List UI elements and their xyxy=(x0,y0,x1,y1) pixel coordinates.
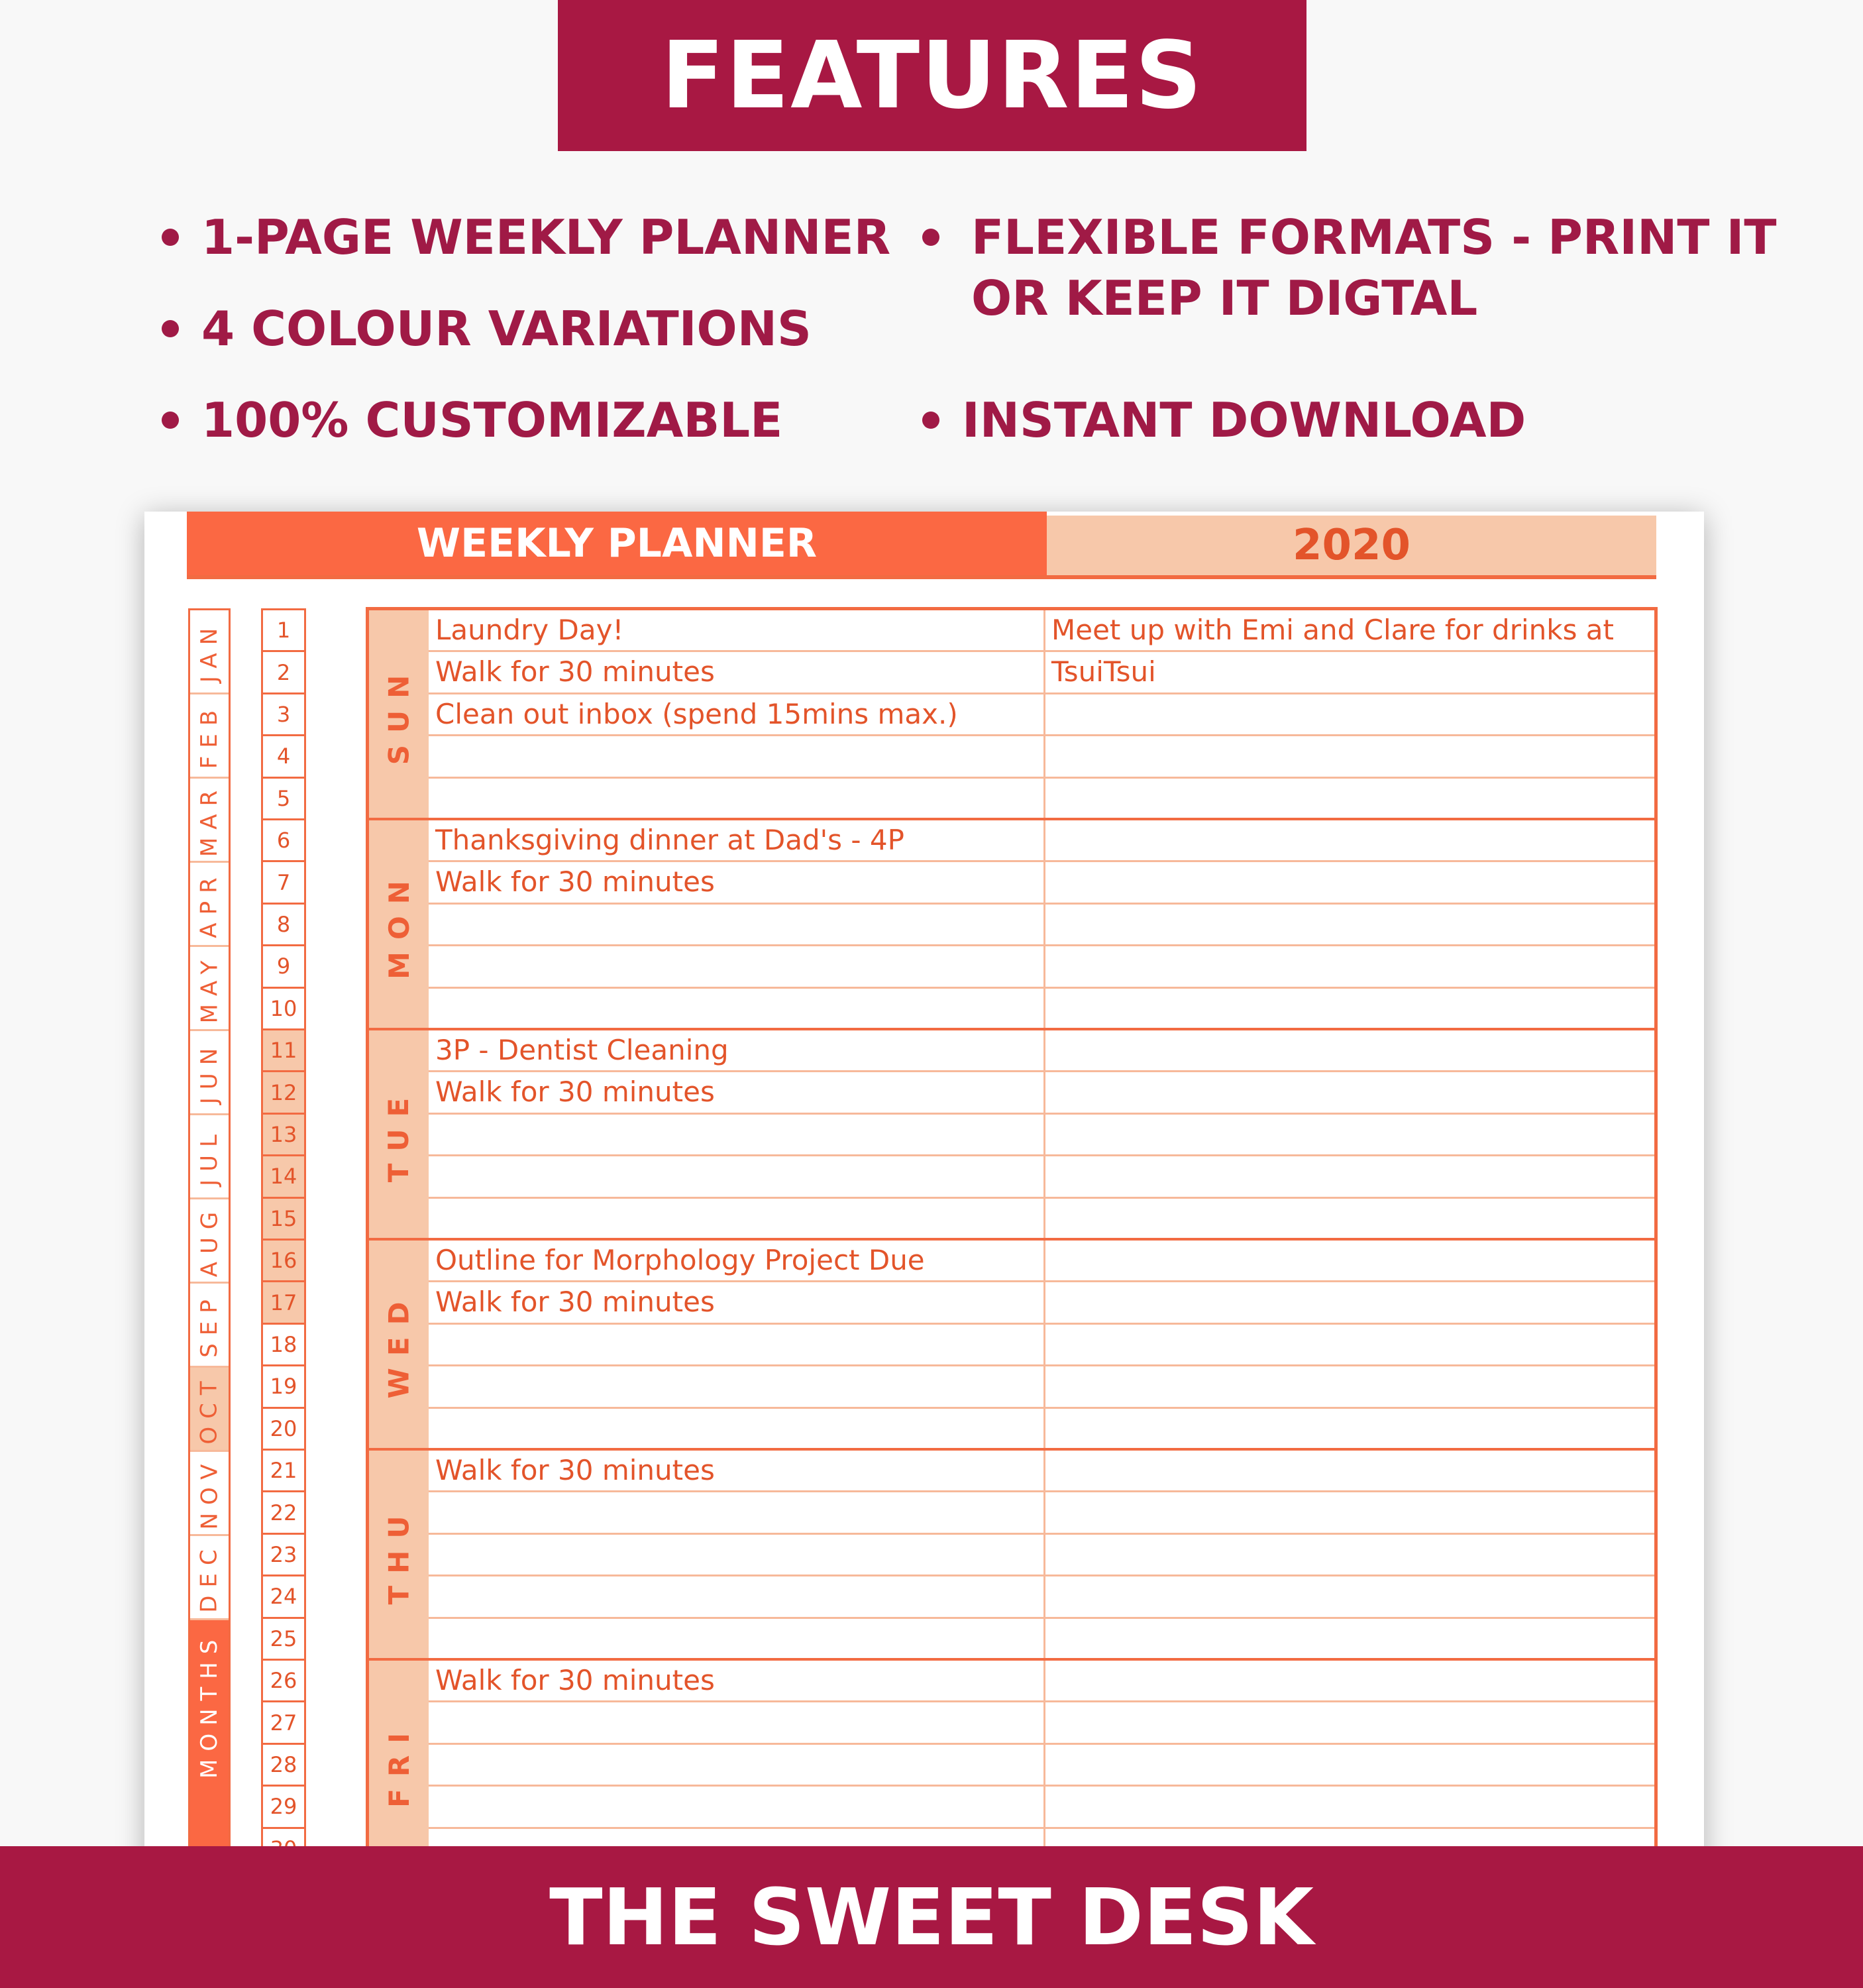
month-sep[interactable] xyxy=(190,1284,229,1368)
note-line[interactable] xyxy=(429,989,1654,1030)
month-label: NOV xyxy=(196,1456,223,1530)
months-footer-label: MONTHS xyxy=(196,1631,223,1779)
month-label: JUL xyxy=(196,1127,223,1186)
brand-banner xyxy=(0,1846,1863,1988)
date-cell[interactable]: 2 xyxy=(263,652,304,694)
day-block-tue xyxy=(369,1030,1654,1241)
date-cell[interactable]: 18 xyxy=(263,1325,304,1366)
date-cell[interactable]: 8 xyxy=(263,905,304,946)
date-cell[interactable]: 24 xyxy=(263,1576,304,1618)
feature-weekly-planner: 1-PAGE WEEKLY PLANNER xyxy=(201,209,891,265)
note-line[interactable] xyxy=(429,1325,1654,1366)
note-text[interactable]: TsuiTsui xyxy=(1051,655,1156,689)
date-cell[interactable]: 21 xyxy=(263,1451,304,1492)
date-cell[interactable]: 6 xyxy=(263,820,304,862)
month-oct[interactable] xyxy=(190,1368,229,1452)
month-dec[interactable] xyxy=(190,1536,229,1620)
date-cell[interactable]: 3 xyxy=(263,694,304,736)
month-label: JAN xyxy=(196,620,223,683)
planner-preview xyxy=(144,512,1704,1988)
note-text[interactable]: Meet up with Emi and Clare for drinks at xyxy=(1051,614,1615,646)
note-text[interactable]: Walk for 30 minutes xyxy=(435,865,715,899)
note-line[interactable] xyxy=(429,946,1654,988)
bullet-icon xyxy=(162,320,179,337)
day-label-text: SUN xyxy=(382,663,415,765)
column-divider xyxy=(1043,820,1045,1028)
month-nov[interactable] xyxy=(190,1452,229,1536)
month-label: APR xyxy=(196,869,223,938)
column-divider xyxy=(1043,1030,1045,1238)
note-line[interactable] xyxy=(429,1787,1654,1828)
brand-name: THE SWEET DESK xyxy=(549,1871,1314,1963)
note-line[interactable] xyxy=(429,1702,1654,1744)
note-line[interactable] xyxy=(429,1745,1654,1787)
month-feb[interactable] xyxy=(190,694,229,779)
note-text[interactable]: Walk for 30 minutes xyxy=(435,1076,715,1109)
planner-year: 2020 xyxy=(1292,521,1411,570)
month-mar[interactable] xyxy=(190,779,229,863)
date-cell[interactable]: 16 xyxy=(263,1241,304,1282)
month-label: DEC xyxy=(196,1541,223,1613)
day-block-sun xyxy=(369,610,1654,820)
bullet-icon xyxy=(922,412,939,429)
date-cell[interactable]: 22 xyxy=(263,1492,304,1534)
note-text[interactable]: Walk for 30 minutes xyxy=(435,1454,715,1486)
planner-title-bar xyxy=(187,512,1047,575)
column-divider xyxy=(1043,1451,1045,1658)
date-cell[interactable]: 7 xyxy=(263,862,304,904)
feature-flexible-formats-line2: OR KEEP IT DIGTAL xyxy=(971,270,1478,326)
date-cell[interactable]: 11 xyxy=(263,1030,304,1072)
month-jan[interactable] xyxy=(190,610,229,694)
month-label: JUN xyxy=(196,1040,223,1105)
day-label xyxy=(369,820,429,1028)
column-divider xyxy=(1043,610,1045,818)
day-label xyxy=(369,1241,429,1448)
note-text[interactable]: Walk for 30 minutes xyxy=(435,655,715,689)
month-jul[interactable] xyxy=(190,1115,229,1199)
planner-title: WEEKLY PLANNER xyxy=(416,520,818,567)
month-column xyxy=(188,608,231,1988)
features-banner xyxy=(558,0,1306,151)
day-label xyxy=(369,1451,429,1658)
date-cell[interactable]: 25 xyxy=(263,1619,304,1661)
date-cell[interactable]: 9 xyxy=(263,946,304,988)
month-aug[interactable] xyxy=(190,1199,229,1284)
day-label-text: WED xyxy=(382,1290,415,1399)
day-label-text: TUE xyxy=(382,1085,415,1183)
date-cell[interactable]: 10 xyxy=(263,989,304,1030)
note-line[interactable] xyxy=(429,1156,1654,1198)
day-label-text: FRI xyxy=(382,1721,415,1808)
date-cell[interactable]: 4 xyxy=(263,736,304,778)
feature-instant-download: INSTANT DOWNLOAD xyxy=(962,392,1526,448)
day-label-text: THU xyxy=(382,1504,415,1605)
day-block-fri xyxy=(369,1661,1654,1871)
day-label xyxy=(369,610,429,818)
note-line[interactable] xyxy=(429,1576,1654,1618)
date-cell[interactable]: 15 xyxy=(263,1199,304,1241)
feature-customizable: 100% CUSTOMIZABLE xyxy=(201,392,783,448)
note-text[interactable]: Thanksgiving dinner at Dad's - 4P xyxy=(435,824,904,856)
note-line[interactable] xyxy=(429,1115,1654,1156)
note-line[interactable] xyxy=(429,1619,1654,1661)
month-label: SEP xyxy=(196,1292,223,1358)
column-divider xyxy=(1043,1241,1045,1448)
month-jun[interactable] xyxy=(190,1031,229,1115)
date-cell[interactable]: 17 xyxy=(263,1282,304,1324)
note-line[interactable] xyxy=(429,1366,1654,1408)
column-divider xyxy=(1043,1661,1045,1868)
feature-flexible-formats-line1: FLEXIBLE FORMATS - PRINT IT xyxy=(971,209,1777,265)
note-text[interactable]: Outline for Morphology Project Due xyxy=(435,1244,925,1276)
note-text[interactable]: 3P - Dentist Cleaning xyxy=(435,1034,729,1066)
date-cell[interactable]: 14 xyxy=(263,1156,304,1198)
date-cell[interactable]: 19 xyxy=(263,1366,304,1408)
note-text[interactable]: Walk for 30 minutes xyxy=(435,1664,715,1696)
week-grid xyxy=(366,607,1658,1988)
month-label: OCT xyxy=(196,1373,223,1445)
date-cell[interactable]: 20 xyxy=(263,1409,304,1451)
date-cell[interactable]: 23 xyxy=(263,1535,304,1576)
note-line[interactable] xyxy=(429,1535,1654,1576)
day-label-text: MON xyxy=(382,869,415,979)
feature-colour-variations: 4 COLOUR VARIATIONS xyxy=(201,301,812,357)
bullet-icon xyxy=(162,412,179,429)
header-divider xyxy=(187,575,1656,579)
note-text[interactable]: Clean out inbox (spend 15mins max.) xyxy=(435,697,958,730)
date-cell[interactable]: 13 xyxy=(263,1115,304,1156)
bullet-icon xyxy=(922,229,939,246)
note-line[interactable] xyxy=(429,1409,1654,1451)
planner-year-bar xyxy=(1047,516,1656,575)
date-cell[interactable]: 26 xyxy=(263,1661,304,1702)
day-block-mon xyxy=(369,820,1654,1030)
month-label: MAY xyxy=(196,952,223,1024)
month-label: AUG xyxy=(196,1203,223,1278)
note-line[interactable] xyxy=(429,779,1654,820)
month-apr[interactable] xyxy=(190,863,229,947)
date-cell[interactable]: 28 xyxy=(263,1745,304,1787)
note-line[interactable] xyxy=(429,905,1654,946)
bullet-icon xyxy=(162,229,179,246)
features-title: FEATURES xyxy=(661,21,1204,130)
note-line[interactable] xyxy=(429,1199,1654,1241)
month-label: FEB xyxy=(196,702,223,769)
date-cell[interactable]: 12 xyxy=(263,1072,304,1114)
date-cell[interactable]: 1 xyxy=(263,610,304,652)
date-column xyxy=(261,608,306,1988)
note-line[interactable] xyxy=(429,736,1654,778)
day-label xyxy=(369,1030,429,1238)
day-label xyxy=(369,1661,429,1868)
note-line[interactable] xyxy=(429,1492,1654,1534)
note-text[interactable]: Laundry Day! xyxy=(435,614,624,646)
day-block-thu xyxy=(369,1451,1654,1661)
month-label: MAR xyxy=(196,782,223,857)
day-block-wed xyxy=(369,1241,1654,1451)
month-may[interactable] xyxy=(190,947,229,1031)
date-cell[interactable]: 27 xyxy=(263,1702,304,1744)
date-cell[interactable]: 5 xyxy=(263,779,304,820)
date-cell[interactable]: 29 xyxy=(263,1787,304,1828)
note-text[interactable]: Walk for 30 minutes xyxy=(435,1286,715,1319)
